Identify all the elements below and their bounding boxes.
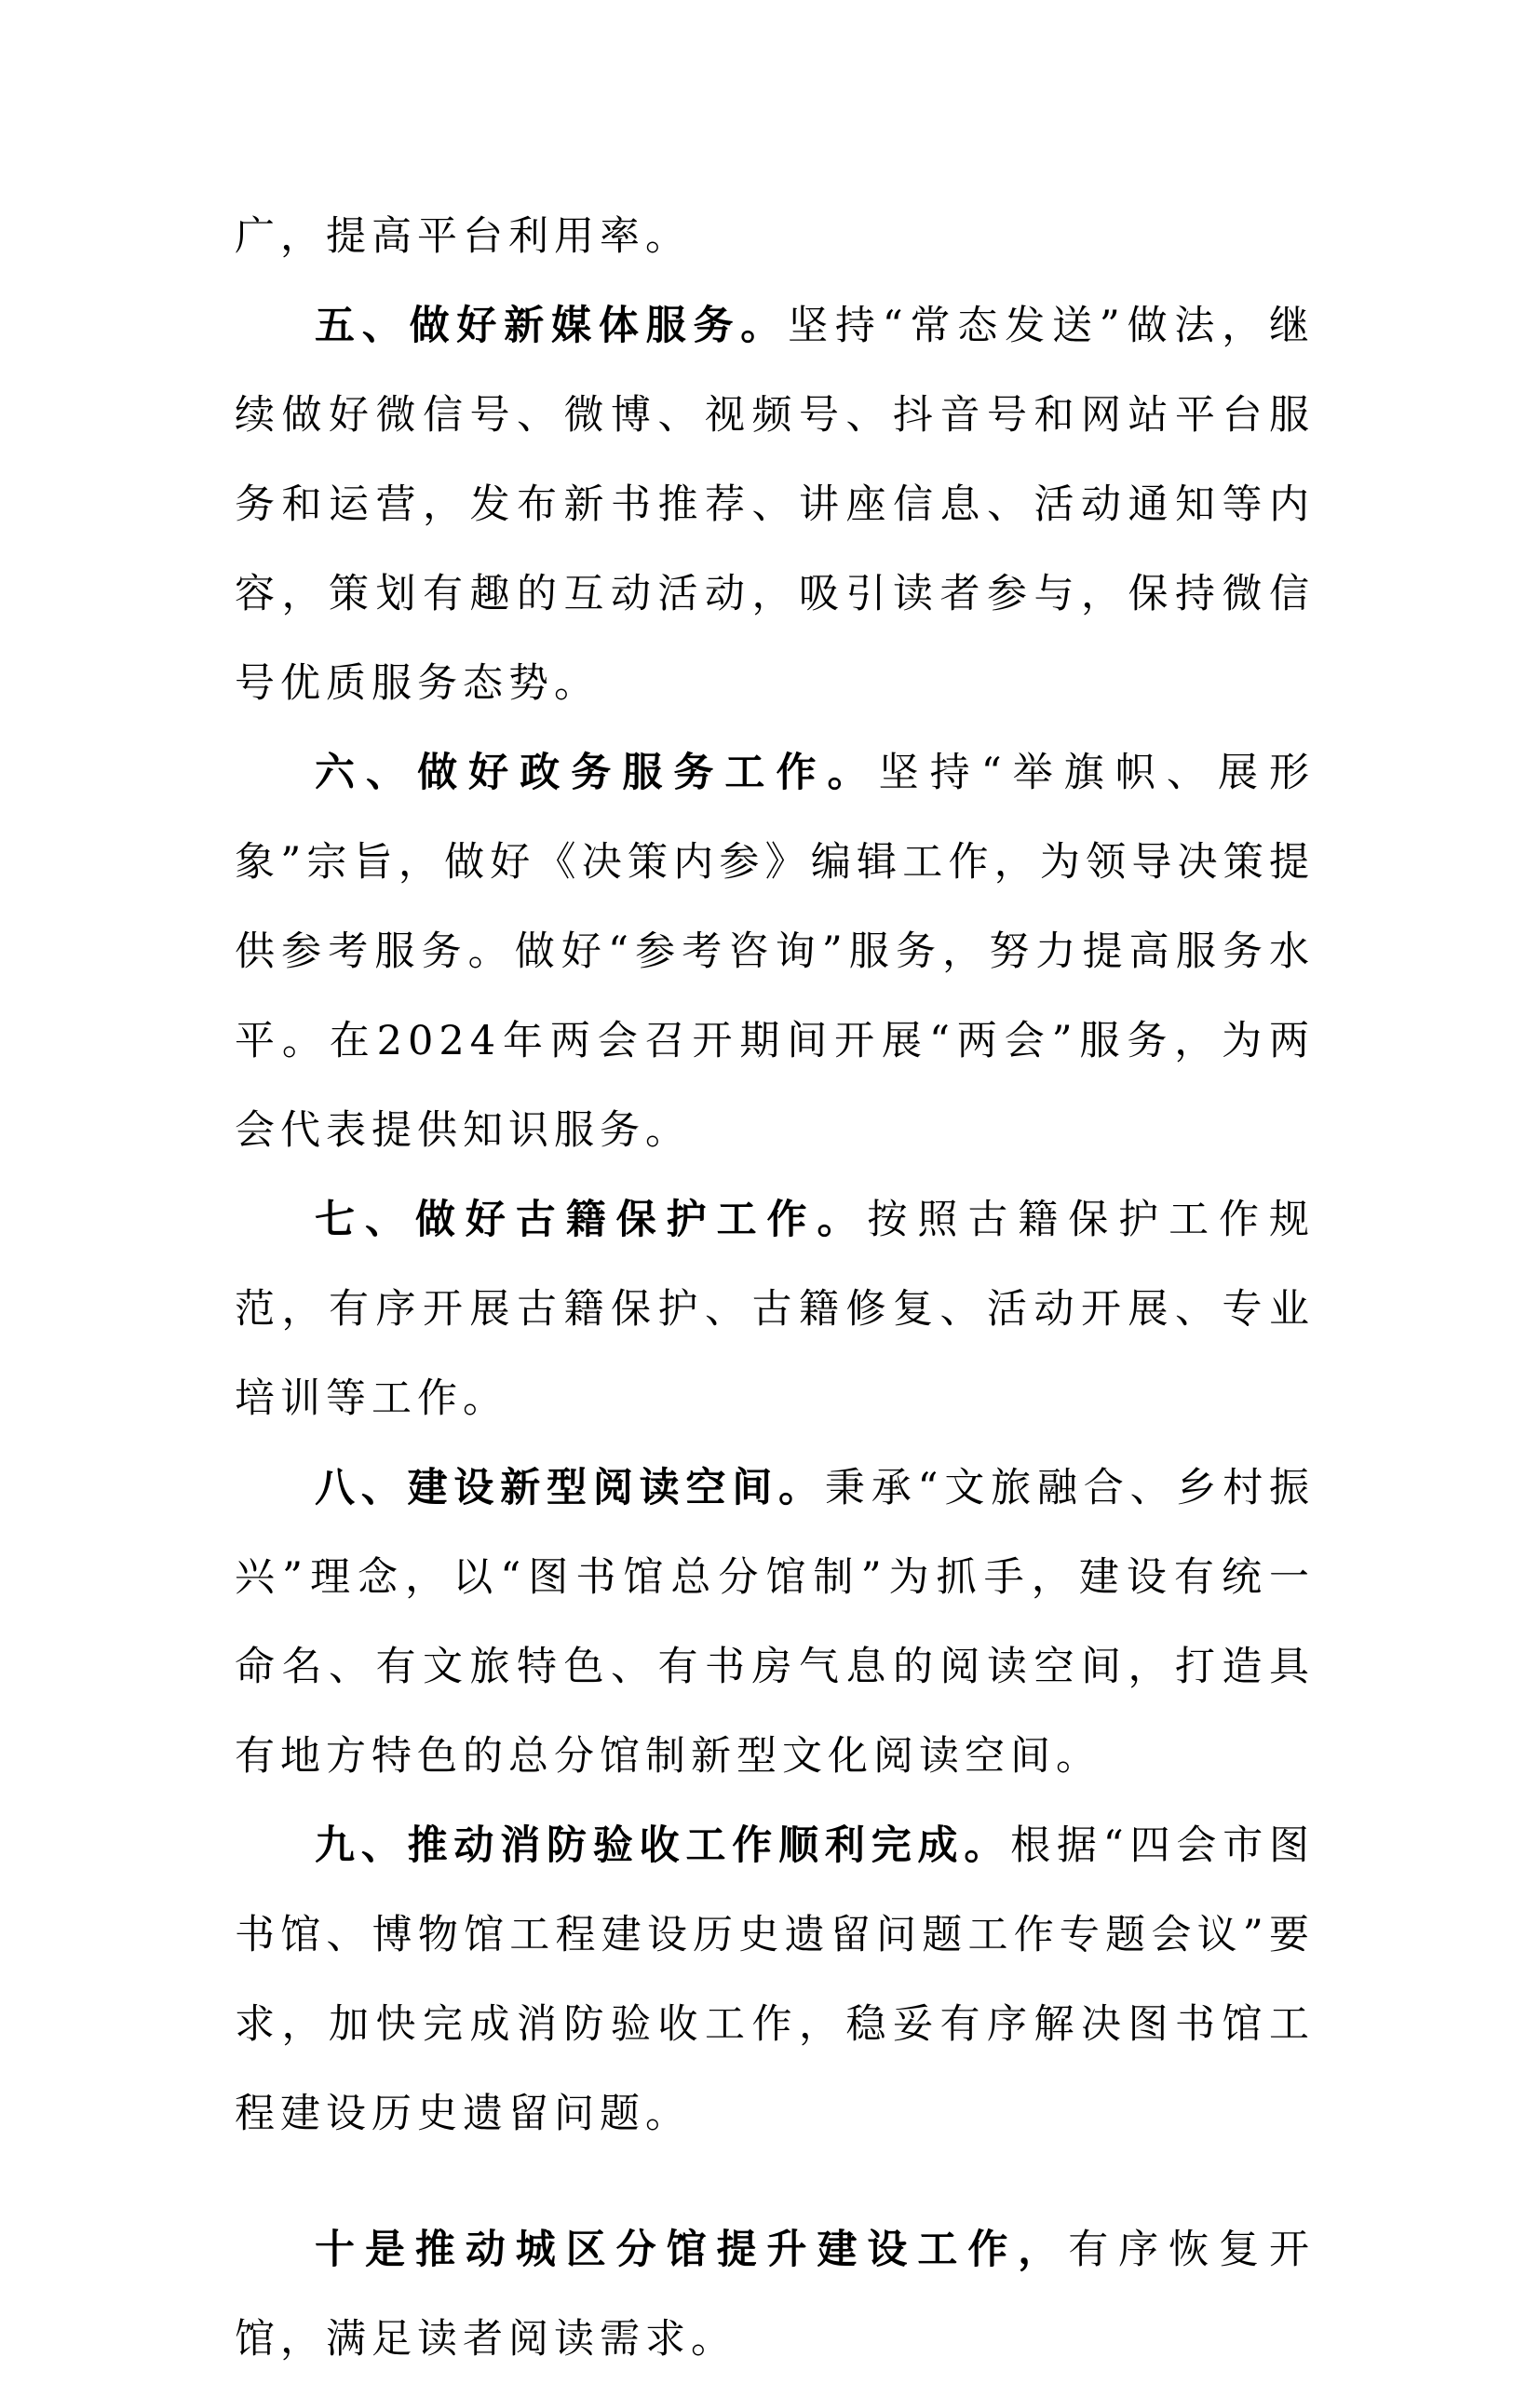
section-heading: 六、做好政务服务工作。 xyxy=(315,750,879,796)
section-heading: 十是推动城区分馆提升建设工作， xyxy=(315,2227,1069,2273)
section-heading: 五、做好新媒体服务。 xyxy=(315,303,789,349)
section-heading: 九、推动消防验收工作顺利完成。 xyxy=(315,1822,1011,1869)
paragraph-body: 坚持“常态发送”做法，继续做好微信号、微博、视频号、抖音号和网站平台服务和运营，发布新书推荐、讲座信息、活动通知等内容，策划有趣的互动活动，吸引读者参与，保持微信号优质服务态势。 xyxy=(235,303,1316,707)
paragraph-body: 有序恢复开馆，满足读者阅读需求。 xyxy=(235,2227,1316,2363)
section-heading: 八、建设新型阅读空间。 xyxy=(315,1465,825,1511)
paragraph-section-8 xyxy=(235,1443,1315,1801)
paragraph-section-6 xyxy=(235,728,1315,1175)
section-heading: 七、做好古籍保护工作。 xyxy=(315,1197,868,1243)
paragraph-body: 坚持“举旗帜、展形象”宗旨，做好《决策内参》编辑工作，为领导决策提供参考服务。做好“参考咨询”服务，努力提高服务水平。在2024年两会召开期间开展“两会”服务，为两会代表提供知识服务。 xyxy=(235,750,1316,1154)
paragraph-section-10 xyxy=(235,2205,1315,2384)
paragraph-body: 秉承“文旅融合、乡村振兴”理念，以“图书馆总分馆制”为抓手，建设有统一命名、有文旅特色、有书房气息的阅读空间，打造具有地方特色的总分馆制新型文化阅读空间。 xyxy=(235,1465,1316,1780)
paragraph-section-7 xyxy=(235,1175,1315,1443)
paragraph-continuation xyxy=(235,192,1315,281)
paragraph-body: 根据“四会市图书馆、博物馆工程建设历史遗留问题工作专题会议”要求，加快完成消防验收工作，稳妥有序解决图书馆工程建设历史遗留问题。 xyxy=(235,1822,1316,2137)
paragraph-body: 广，提高平台利用率。 xyxy=(235,213,691,260)
paragraph-section-5 xyxy=(235,281,1315,728)
document-body xyxy=(235,192,1315,2384)
paragraph-section-9 xyxy=(235,1801,1315,2159)
paragraph-body: 按照古籍保护工作规范，有序开展古籍保护、古籍修复、活动开展、专业培训等工作。 xyxy=(235,1197,1316,1422)
